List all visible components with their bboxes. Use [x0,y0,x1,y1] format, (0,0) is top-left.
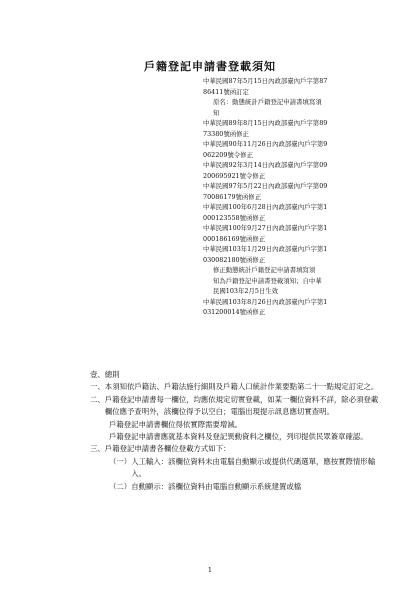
history-entry [203,223,375,244]
history-entry [203,244,375,265]
history-line: 知為戶籍登記申請書登載須知；自中華 [213,276,322,285]
item-number: 三、 [90,444,105,454]
item-number: 二、 [90,394,105,404]
section-heading: 壹、總則 [90,370,120,379]
list-item [90,381,380,393]
history-line: 030082180號函修正 [203,255,266,264]
history-line: 民國103年2月5日生效 [213,287,279,295]
history-line: 031200014號函修正 [203,308,266,316]
history-line: 原名：動態統計戶籍登記申請書填寫須 [213,98,322,106]
history-entry [203,118,375,139]
item-text: 本須知依戶籍法、戶籍法施行細則及戶籍人口統計作業要點第二十一點規定訂定之。 [104,382,379,392]
history-entry [203,265,375,297]
history-line: 知 [213,108,220,117]
history-line: 000186169號函修正 [203,234,266,243]
history-line: 中華民國92年3月14日內政部臺內戶字第09 [203,161,328,169]
history-line: 86411號函訂定 [203,87,249,96]
history-line: 062209號令修正 [203,150,253,159]
page-number: 1 [207,566,213,574]
sub-item [90,456,380,481]
history-line: 73380號函修正 [203,129,249,138]
item-paragraph: 戶籍登記申請書應就基本資料及登記異動資料之欄位，列印提供民眾簽章確認。 [109,432,368,442]
sub-item-text: 自動顯示：該欄位資料由電腦自動顯示系統建置或檔 [131,481,302,491]
history-entry [203,97,375,118]
history-entry [203,139,375,160]
history-line: 中華民國103年8月26日內政部臺內戶字第1 [203,297,328,306]
history-line: 中華民國100年9月27日內政部臺內戶字第1 [203,224,328,232]
history-line: 中華民國103年1月29日內政部臺內戶字第1 [203,245,328,253]
history-line: 中華民國100年6月28日內政部臺內戶字第1 [203,203,328,211]
sub-item-text: 人工輸入：該欄位資料未由電腦自動顯示或提供代碼選單，應按實際情形輸入。 [131,456,376,479]
history-line: 200695921號令修正 [203,171,266,180]
history-line: 000123558號函修正 [203,213,266,222]
document-body [90,369,380,493]
list-item [90,443,380,455]
history-line: 中華民國97年5月22日內政部臺內戶字第09 [203,182,328,190]
history-line: 中華民國87年5月15日內政部臺內戶字第87 [203,77,328,85]
history-line: 中華民國90年11月26日內政部臺內戶字第9 [203,140,328,148]
list-item [90,394,380,419]
item-text: 戶籍登記申請書每一欄位，均應依規定切實登載，如某一欄位資料不詳，除必須登載欄位應予查明外，該欄位得予以空白；電腦出現提示訊息應切實查明。 [104,394,379,417]
document-title: 戶籍登記申請書登載須知 [144,60,276,73]
sub-item [90,481,380,493]
history-entry [203,76,375,97]
history-entry [203,297,375,318]
item-text: 戶籍登記申請書各欄位登載方式如下： [104,444,231,454]
amendment-history [203,76,375,318]
sub-item-number: （二） [109,481,132,491]
item-paragraph: 戶籍登記申請書欄位得依實際需要增減。 [109,419,243,429]
history-line: 修正動態統計戶籍登記申請書填寫須 [213,266,316,274]
history-entry [203,202,375,223]
history-line: 70086179號函修正 [203,192,262,201]
sub-item-number: （一） [109,456,132,466]
history-entry [203,181,375,202]
history-entry [203,160,375,181]
item-number: 一、 [90,382,105,392]
history-line: 中華民國89年8月15日內政部臺內戶字第89 [203,119,328,127]
